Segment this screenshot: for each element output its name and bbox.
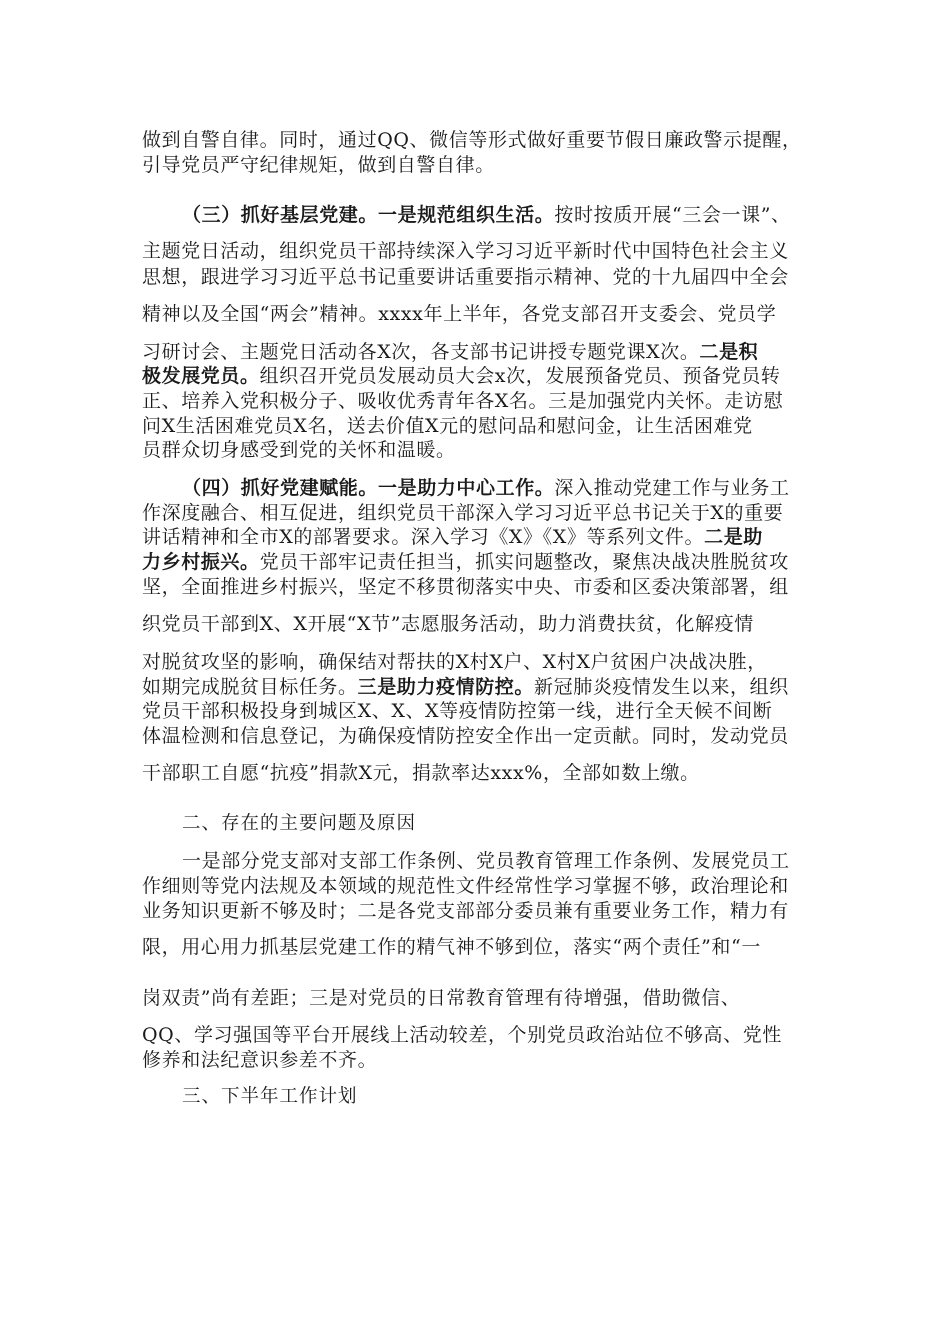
- paragraph-line: [142, 649, 822, 675]
- text-run: 做到自警自律。同时，通过QQ、微信等形式做好重要节假日廉政警示提醒，: [142, 129, 802, 151]
- text-run: 对脱贫攻坚的影响，确保结对帮扶的X村X户、X村X户贫困户决战决胜，: [142, 651, 767, 673]
- text-run: 精神以及全国“两会”精神。xxxx年上半年，各党支部召开支委会、党员学: [142, 303, 777, 325]
- text-run: 作深度融合、相互促进，组织党员干部深入学习习近平总书记关于X的重要: [142, 502, 784, 524]
- paragraph-line: [142, 574, 822, 600]
- text-run: 业务知识更新不够及时；二是各党支部部分委员兼有重要业务工作，精力有: [142, 900, 789, 922]
- text-run: 二、存在的主要问题及原因: [182, 813, 417, 834]
- bold-text-run: （三）抓好基层党建。一是规范组织生活。: [182, 204, 555, 226]
- text-run: 体温检测和信息登记，为确保疫情防控安全作出一定贡献。同时，发动党员: [142, 725, 789, 747]
- paragraph-line: [142, 934, 822, 960]
- paragraph-line: [142, 723, 822, 749]
- text-run: 深入推动党建工作与业务工: [554, 477, 790, 499]
- paragraph-line: [142, 1047, 822, 1073]
- text-run: 思想，跟进学习习近平总书记重要讲话重要指示精神、党的十九届四中全会: [142, 266, 789, 288]
- paragraph-line: [142, 238, 822, 264]
- paragraph-line: [142, 760, 822, 786]
- paragraph-line: [142, 674, 822, 700]
- text-run: 作细则等党内法规及本领域的规范性文件经常性学习掌握不够，政治理论和: [142, 875, 789, 897]
- text-run: 主题党日活动，组织党员干部持续深入学习习近平新时代中国特色社会主义: [142, 240, 789, 262]
- paragraph-line: [142, 413, 822, 439]
- text-run: 新冠肺炎疫情发生以来，组织: [534, 676, 789, 698]
- text-run: 织党员干部到X、X开展“X节”志愿服务活动，助力消费扶贫，化解疫情: [142, 613, 754, 635]
- text-run: 讲话精神和全市X的部署要求。深入学习《X》《X》等系列文件。: [142, 526, 705, 548]
- text-run: 党员干部积极投身到城区X、X、X等疫情防控第一线，进行全天候不间断: [142, 700, 773, 722]
- paragraph-line: [142, 549, 822, 575]
- paragraph-line: [142, 301, 822, 327]
- section-heading-problems: [182, 811, 822, 837]
- paragraph-line: [142, 339, 822, 365]
- section-3-line: [182, 202, 822, 228]
- bold-text-run: （四）抓好党建赋能。一是助力中心工作。: [182, 477, 555, 499]
- text-run: QQ、学习强国等平台开展线上活动较差，个别党员政治站位不够高、党性: [142, 1024, 782, 1046]
- paragraph-line: [142, 1022, 822, 1048]
- paragraph-line: [142, 127, 822, 153]
- bold-text-run: 二是积: [699, 341, 759, 363]
- paragraph-line: [142, 363, 822, 389]
- paragraph-line: [142, 500, 822, 526]
- text-run: 员群众切身感受到党的关怀和温暖。: [142, 439, 456, 461]
- text-run: 三、下半年工作计划: [182, 1086, 358, 1107]
- text-run: 修养和法纪意识参差不齐。: [142, 1049, 378, 1071]
- text-run: 问X生活困难党员X名，送去价值X元的慰问品和慰问金，让生活困难党: [142, 415, 753, 437]
- section-heading-plan: [182, 1084, 822, 1110]
- paragraph-line: [142, 388, 822, 414]
- text-run: 党员干部牢记责任担当，抓实问题整改，聚焦决战决胜脱贫攻: [259, 551, 789, 573]
- text-run: 按时按质开展“三会一课”、: [554, 204, 791, 226]
- text-run: 如期完成脱贫目标任务。: [142, 676, 358, 698]
- text-run: 岗双责”尚有差距；三是对党员的日常教育管理有待增强，借助微信、: [142, 987, 741, 1009]
- paragraph-line: [142, 264, 822, 290]
- paragraph-line: [142, 698, 822, 724]
- bold-text-run: 极发展党员。: [142, 365, 260, 387]
- paragraph-line: [142, 152, 822, 178]
- text-run: 限，用心用力抓基层党建工作的精气神不够到位，落实“两个责任”和“一: [142, 936, 761, 958]
- paragraph-line: [142, 873, 822, 899]
- paragraph-line: [142, 611, 822, 637]
- text-run: 正、培养入党积极分子、吸收优秀青年各X名。三是加强党内关怀。走访慰: [142, 390, 784, 412]
- text-run: 引导党员严守纪律规矩，做到自警自律。: [142, 154, 495, 176]
- text-run: 习研讨会、主题党日活动各X次，各支部书记讲授专题党课X次。: [142, 341, 700, 363]
- paragraph-line: [142, 985, 822, 1011]
- bold-text-run: 三是助力疫情防控。: [357, 676, 535, 698]
- paragraph-line: [142, 437, 822, 463]
- bold-text-run: 二是助: [704, 526, 763, 548]
- text-run: 一是部分党支部对支部工作条例、党员教育管理工作条例、发展党员工: [182, 850, 790, 872]
- text-run: 坚，全面推进乡村振兴，坚定不移贯彻落实中央、市委和区委决策部署，组: [142, 576, 789, 598]
- paragraph-line: [142, 898, 822, 924]
- paragraph-line: [142, 524, 822, 550]
- text-run: 组织召开党员发展动员大会x次，发展预备党员、预备党员转: [259, 365, 781, 387]
- section-4-line: [182, 475, 822, 501]
- bold-text-run: 力乡村振兴。: [142, 551, 260, 573]
- paragraph-line: [182, 848, 822, 874]
- text-run: 干部职工自愿“抗疫”捐款X元，捐款率达xxx%，全部如数上缴。: [142, 762, 700, 784]
